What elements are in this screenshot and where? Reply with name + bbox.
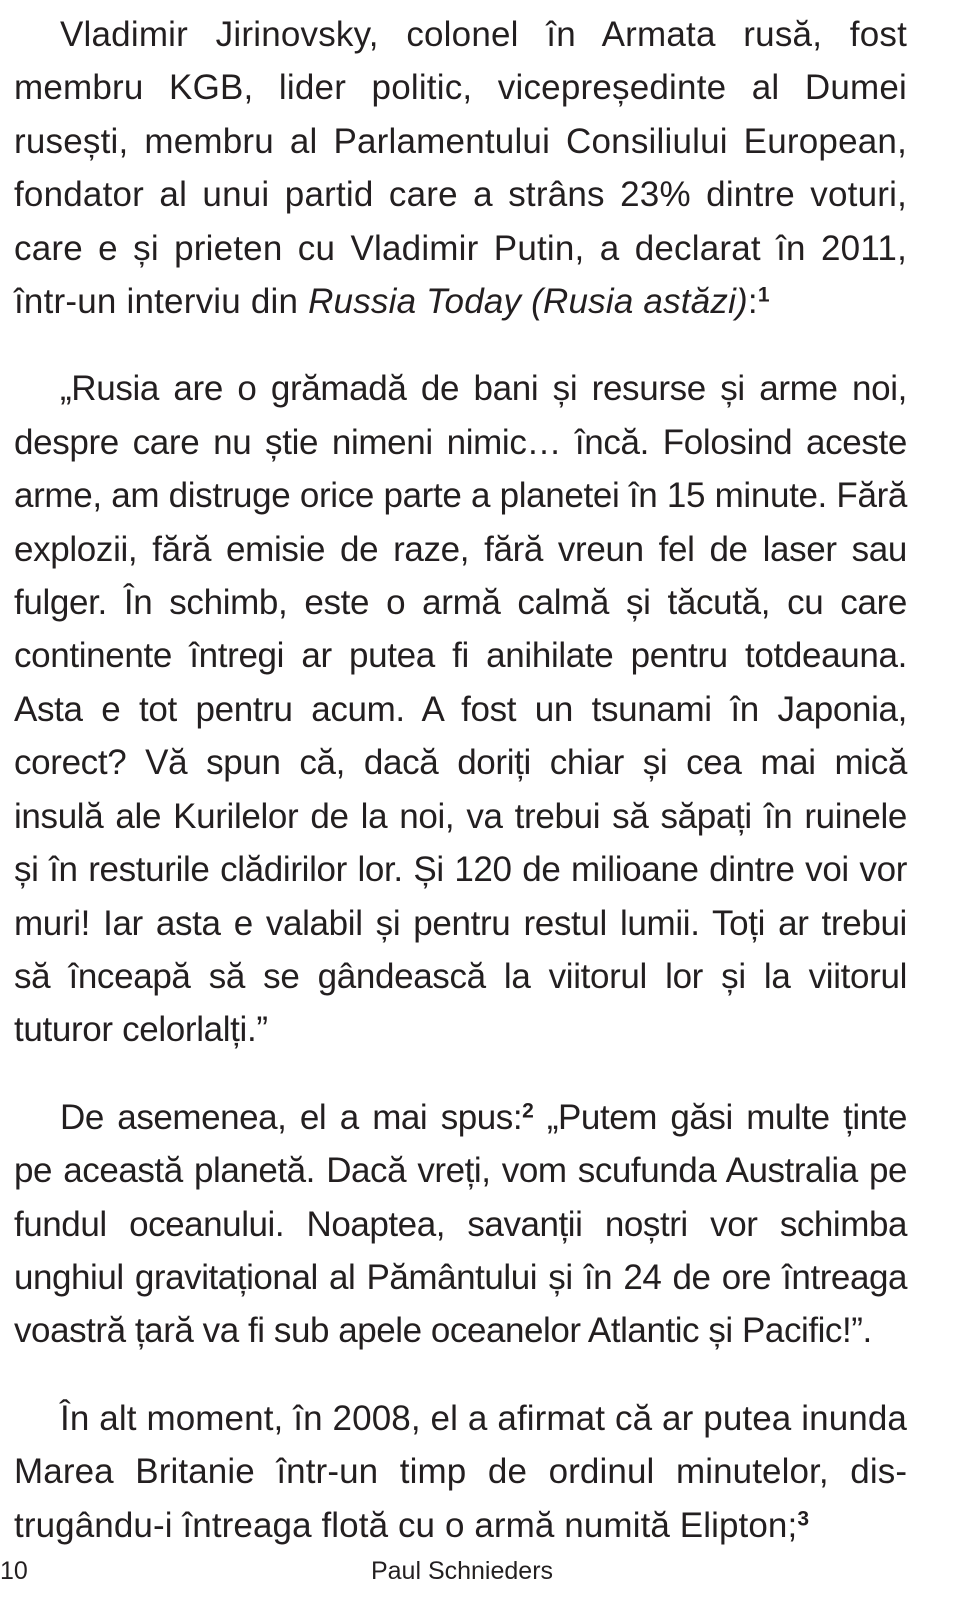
footnote-ref-2[interactable]: 2	[522, 1099, 534, 1123]
page-number: 10	[0, 1557, 28, 1585]
paragraph-1-colon: :	[747, 282, 758, 322]
paragraph-3-quote: „Putem găsi multe ținte pe această planetă. Dacă vreți, vom scufunda Australia pe fundul oceanului. Noaptea, savanții noștri vor schimba unghiul gravitațional al Pământului și în 24 de ore întreaga voastră țară va fi sub apele oceanelor Atlantic și Pacific!”.	[14, 1097, 907, 1351]
paragraph-4-text: În alt moment, în 2008, el a afirmat că ar putea inunda Marea Britanie într-un timp de ordinul minutelor, distrugându-i întreaga flotă cu o armă numită Elipton;	[14, 1398, 907, 1545]
paragraph-2-text: „Rusia are o grămadă de bani și resurse și arme noi, despre care nu știe nimeni nimic… încă. Folosind aceste arme, am distruge orice parte a planetei în 15 minute. Fără explozii, fără emisie de raze, fără vreun fel de laser sau fulger. În schimb, este o armă calmă și tăcută, cu care continente întregi ar putea fi anihilate pentru totdeauna. Asta e tot pentru acum. A fost un tsunami în Japonia, corect? Vă spun că, dacă doriți chiar și cea mai mică insulă ale Kurilelor de la noi, va trebui să săpați în ruinele și în resturile clădirilor lor. Și 120 de milioane dintre voi vor muri! Iar asta e valabil și pentru restul lumii. Toți ar trebui să înceapă să se gândească la viitorul lor și la viitorul tuturor celorlalți.”	[14, 369, 907, 1050]
paragraph-1-text: Vladimir Jirinovsky, colonel în Armata rusă, fost membru KGB, lider politic, vicepreședinte al Dumei rusești, membru al Parlamentului Consiliului European, fondator al unui partid care a strâns 23% dintre voturi, care e și prieten cu Vladimir Putin, a declarat în 2011, într-un interviu din	[14, 15, 907, 322]
footnote-ref-3[interactable]: 3	[797, 1507, 810, 1531]
running-footer-author: Paul Schnieders	[370, 1557, 554, 1585]
page-footer	[0, 1555, 967, 1587]
paragraph-2-quote	[14, 362, 907, 1056]
paragraph-3-lead: De asemenea, el a mai spus:	[60, 1097, 523, 1137]
paragraph-4	[14, 1392, 907, 1552]
publication-title: Russia Today (Rusia astăzi)	[308, 282, 748, 322]
paragraph-1	[14, 8, 907, 328]
page-body-text	[14, 8, 907, 1552]
footnote-ref-1[interactable]: 1	[757, 283, 770, 307]
paragraph-3	[14, 1091, 907, 1358]
